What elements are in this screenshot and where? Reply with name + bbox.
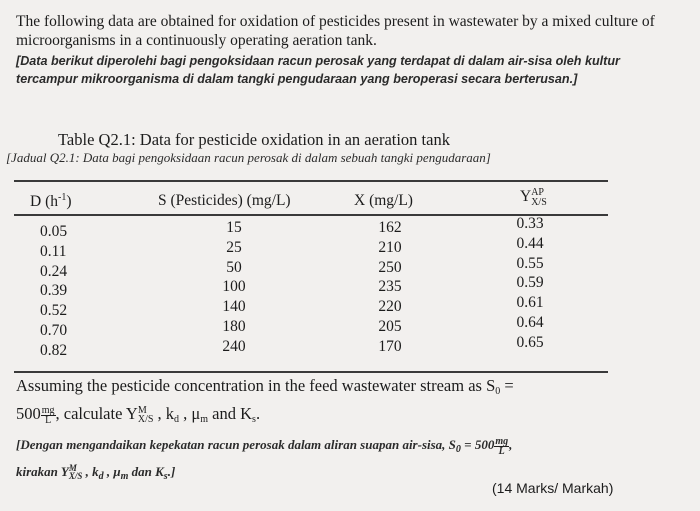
table-cell-s: 25 [226,238,242,256]
header-biomass: X (mg/L) [354,192,413,209]
table-cell-x: 205 [378,317,402,335]
table-cell-y: 0.44 [516,234,544,252]
table-title: Table Q2.1: Data for pesticide oxidation in an aeration tank [58,130,450,149]
table-cell-d: 0.24 [40,262,68,280]
column-x [370,218,410,357]
table-cell-d: 0.05 [40,223,68,240]
table-title-malay: [Jadual Q2.1: Data bagi pengoksidaan racun perosak di dalam sebuah tangki pengudaraan] [6,150,491,165]
header-yield: Y AP X/S [520,187,547,208]
table-cell-d: 0.11 [40,242,67,260]
column-y [510,214,550,353]
intro-malay: [Data berikut diperolehi bagi pengoksidaan racun perosak yang terdapat di dalam air-sisa oleh kultur tercampur mikroorganisma di dalam tangki pengudaraan yang beroperasi secara berterusan.] [16,54,620,86]
table-cell-d: 0.70 [40,321,68,339]
intro-english: The following data are obtained for oxidation of pesticides present in wastewater by a mixed culture of microorganisms in a continuously operating aeration tank. [16,13,655,49]
column-d [40,222,67,361]
table-cell-s: 140 [222,298,246,316]
table-cell-y: 0.59 [516,274,544,292]
header-substrate: S (Pesticides) (mg/L) [158,192,291,209]
column-s [212,218,256,357]
table-cell-y: 0.55 [516,254,544,272]
table-cell-d: 0.39 [40,282,68,300]
question-malay: [Dengan mengandaikan kepekatan racun perosak dalam aliran suapan air-sisa, $S_0 = 500$ $\frac{mg}{L}$ , kirakan Y M X/S , $k_d$ , $\mu_m$ dan $K_s$.] [16,435,513,482]
question-english: Assuming the pesticide concentration in the feed wastewater stream as $S_0$ = 500 $\frac{mg}{L}$ , calculate Y M X/S , $k_d$ , $\mu_m$ and $K_s$. [16,376,514,426]
table-top-rule [14,180,608,182]
table-cell-x: 210 [378,238,402,256]
table-cell-d: 0.82 [40,341,68,359]
table-cell-y: 0.65 [516,333,544,351]
table-cell-d: 0.52 [40,302,68,320]
table-cell-x: 162 [378,219,402,236]
table-cell-x: 250 [378,258,402,276]
table-cell-x: 220 [378,298,402,316]
marks-label: (14 Marks/ Markah) [492,480,614,496]
table-cell-s: 240 [222,337,246,355]
table-cell-y: 0.61 [516,294,544,312]
table-cell-y: 0.33 [516,215,544,232]
table-cell-s: 100 [222,278,246,296]
header-dilution-rate: D $(h^{-1})$ [30,192,72,210]
table-cell-x: 235 [378,278,402,296]
table-bottom-rule [14,371,608,373]
table-cell-x: 170 [378,337,402,355]
table-cell-s: 180 [222,317,246,335]
table-cell-s: 15 [226,219,242,236]
table-cell-y: 0.64 [516,313,544,331]
table-cell-s: 50 [226,258,242,276]
